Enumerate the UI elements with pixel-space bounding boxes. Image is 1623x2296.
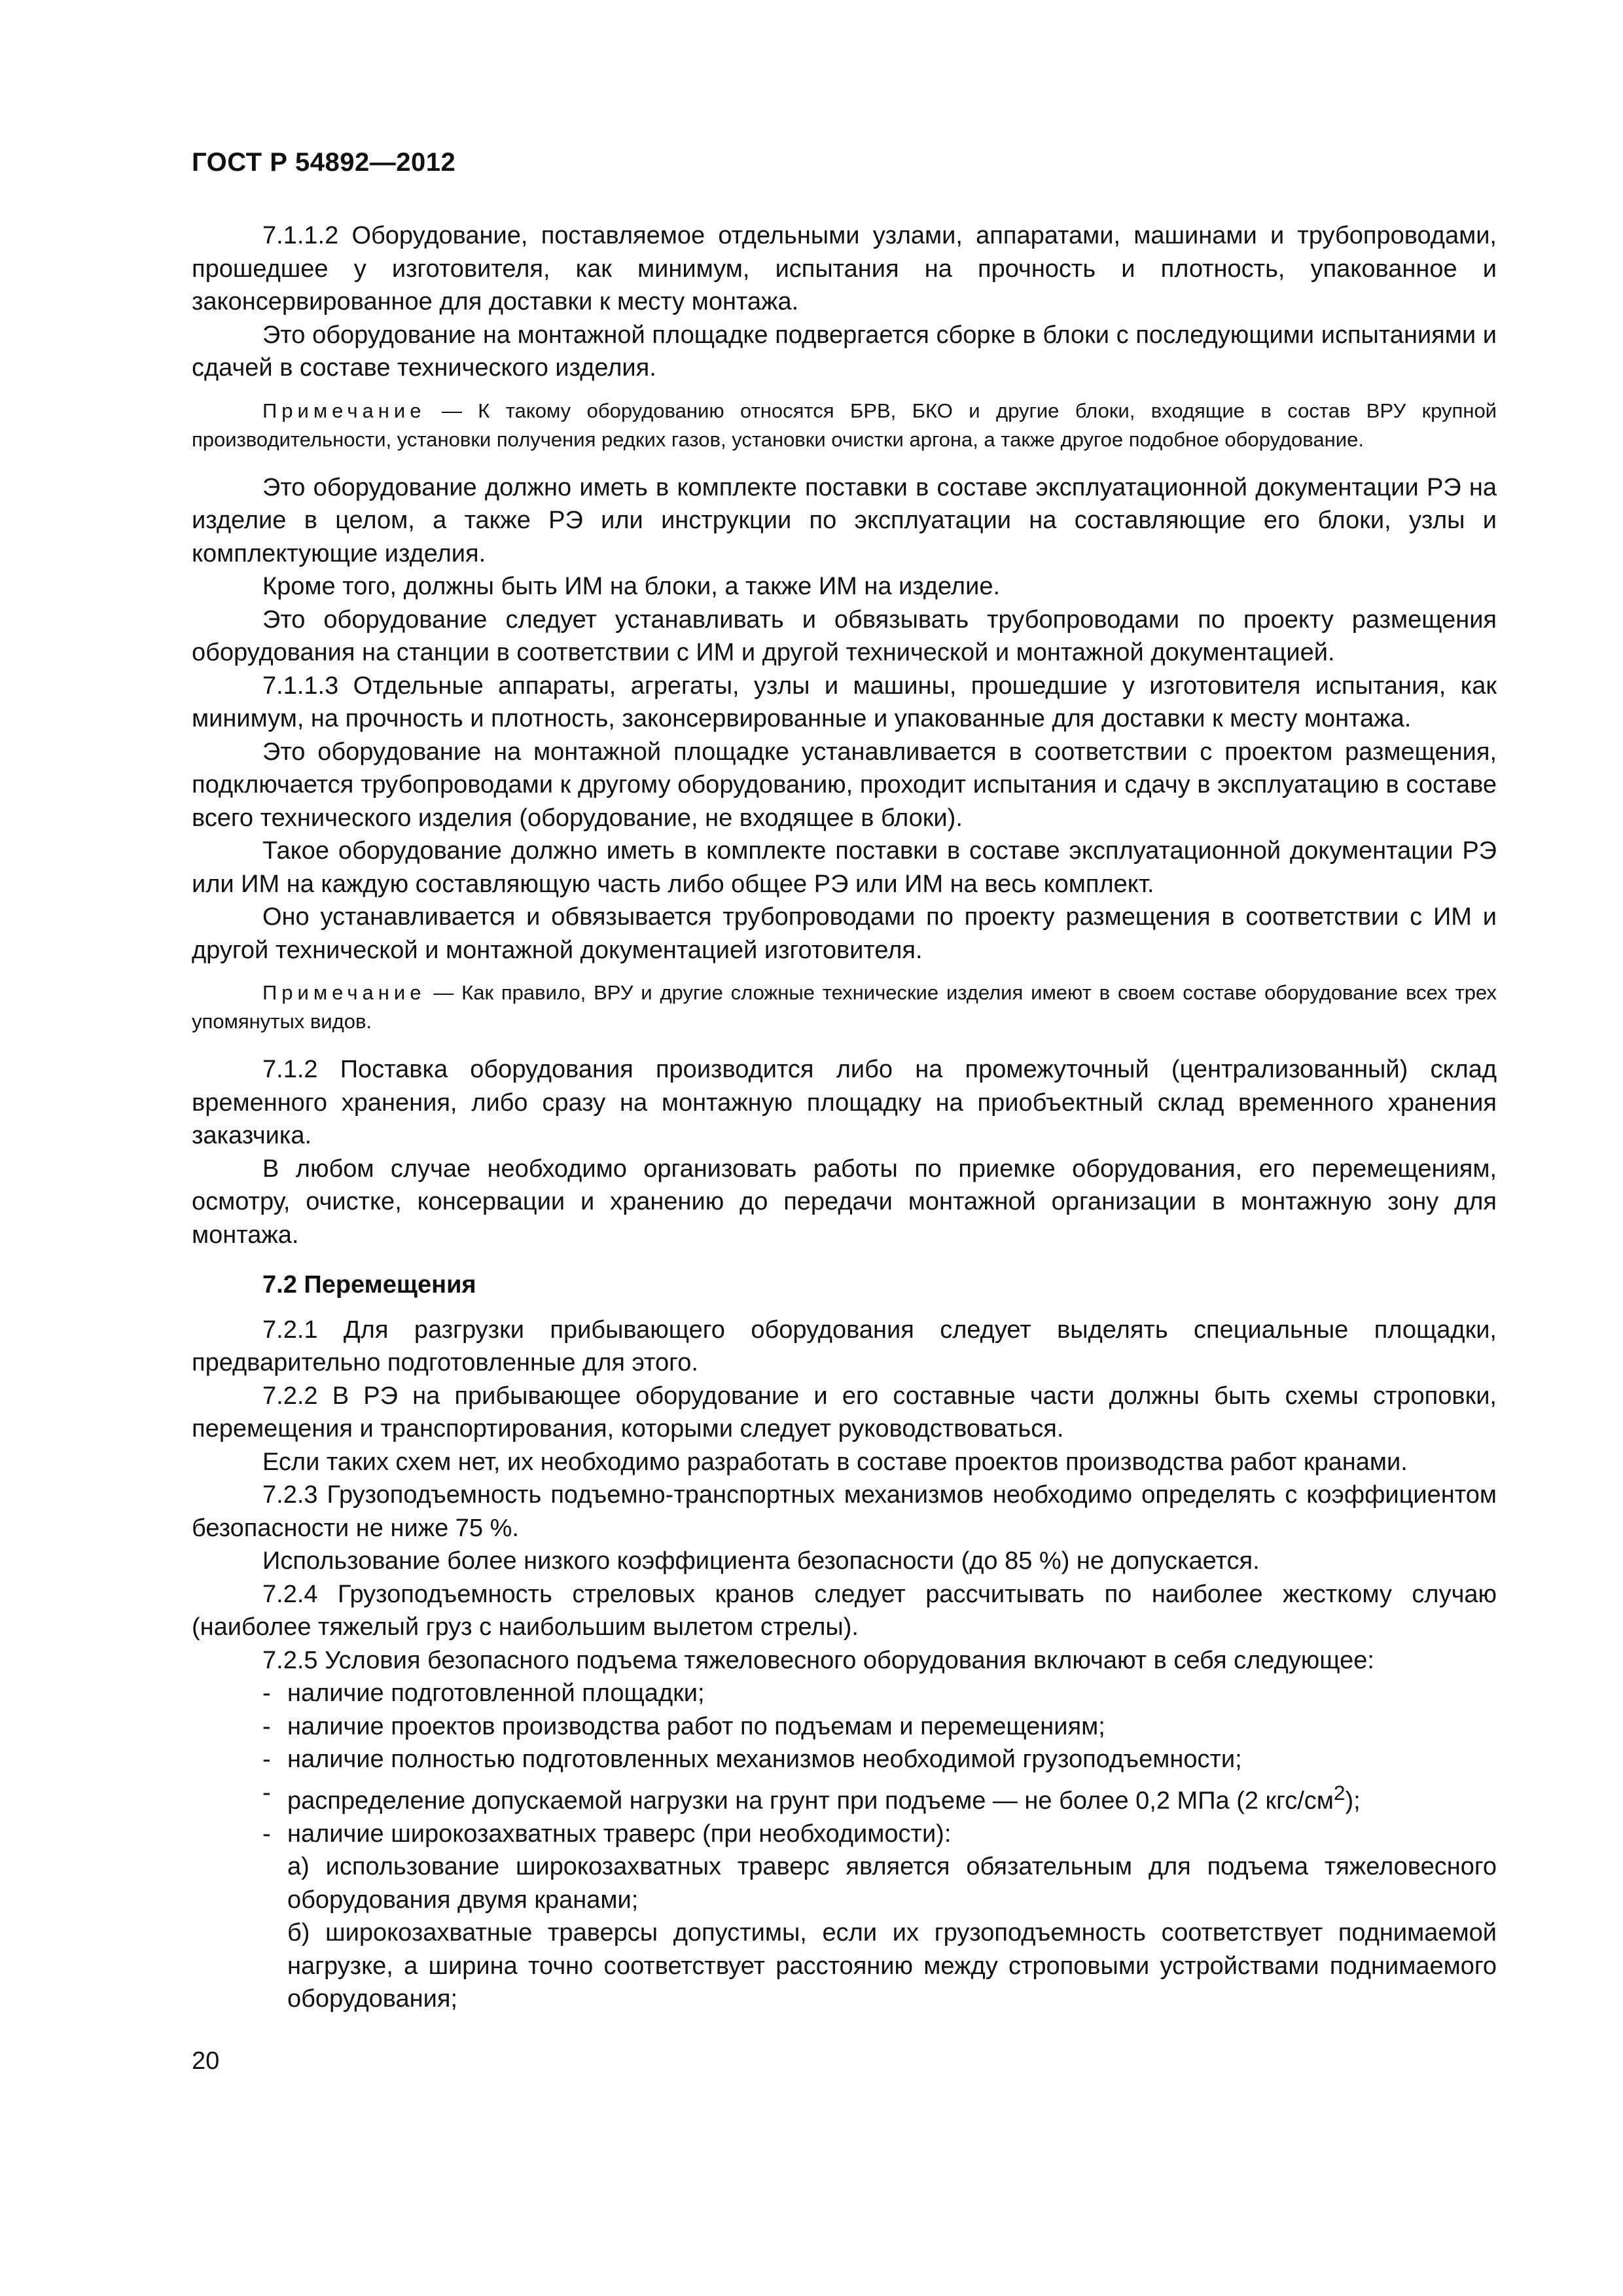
list-item: - наличие широкозахватных траверс (при необходимости): xyxy=(262,1818,1497,1851)
note-label: Примечание xyxy=(262,399,426,422)
paragraph: В любом случае необходимо организовать работы по приемке оборудования, его перемещениям, осмотру, очистке, консервации и хранению до передачи монтажной организации в монтажную зону для монтажа. xyxy=(192,1155,1497,1249)
paragraph: Если таких схем нет, их необходимо разработать в составе проектов производства работ кранами. xyxy=(262,1448,1408,1476)
section-title-7-2: 7.2 Перемещения xyxy=(262,1271,476,1299)
standard-header: ГОСТ Р 54892—2012 xyxy=(192,148,456,177)
paragraph: Это оборудование должно иметь в комплекте поставки в составе эксплуатационной документации РЭ на изделие в целом, а также РЭ или инструкции по эксплуатации на составляющие его блоки, узлы и комплектующие изделия. xyxy=(192,473,1497,567)
paragraph-7-1-1-2: 7.1.1.2 Оборудование, поставляемое отдельными узлами, аппаратами, машинами и трубопроводами, прошедшее у изготовителя, как минимум, испытания на прочность и плотность, упакованное и законсервированное для доставки к месту монтажа. xyxy=(192,222,1497,315)
paragraph-7-1-2: 7.1.2 Поставка оборудования производится либо на промежуточный (централизованный) склад временного хранения, либо сразу на монтажную площадку на приобъектный склад временного хранения заказчика. xyxy=(192,1056,1497,1149)
paragraph: Это оборудование на монтажной площадке подвергается сборке в блоки с последующими испытаниями и сдачей в составе технического изделия. xyxy=(192,321,1497,382)
note-text: — Как правило, ВРУ и другие сложные технические изделия имеют в своем составе оборудование всех трех упомянутых видов. xyxy=(192,981,1497,1033)
superscript: 2 xyxy=(1333,1780,1346,1804)
paragraph: Кроме того, должны быть ИМ на блоки, а также ИМ на изделие. xyxy=(262,573,1001,600)
list-item-text: распределение допускаемой нагрузки на грунт при подъеме — не более 0,2 МПа (2 кгс/см xyxy=(287,1787,1334,1815)
note-1 xyxy=(192,397,1497,454)
paragraph-7-2-4: 7.2.4 Грузоподъемность стреловых кранов следует рассчитывать по наиболее жесткому случаю (наиболее тяжелый груз с наибольшим вылетом стрелы). xyxy=(192,1580,1497,1641)
list-item: - наличие полностью подготовленных механизмов необходимой грузоподъемности; xyxy=(262,1743,1497,1776)
note-text: — К такому оборудованию относятся БРВ, БКО и другие блоки, входящие в состав ВРУ крупной производительности, установки получения редких газов, установки очистки аргона, а также другое подобное оборудование. xyxy=(192,399,1497,451)
document-body xyxy=(192,219,1497,2016)
paragraph: Оно устанавливается и обвязывается трубопроводами по проекту размещения в соответствии с ИМ и другой технической и монтажной документацией изготовителя. xyxy=(192,903,1497,964)
paragraph-7-2-1: 7.2.1 Для разгрузки прибывающего оборудования следует выделять специальные площадки, предварительно подготовленные для этого. xyxy=(192,1316,1497,1376)
paragraph-7-1-1-3: 7.1.1.3 Отдельные аппараты, агрегаты, узлы и машины, прошедшие у изготовителя испытания, как минимум, на прочность и плотность, законсервированные и упакованные для доставки к месту монтажа. xyxy=(192,672,1497,732)
list-item xyxy=(262,1776,1497,1818)
paragraph: Такое оборудование должно иметь в комплекте поставки в составе эксплуатационной документации РЭ или ИМ на каждую составляющую часть либо общее РЭ или ИМ на весь комплект. xyxy=(192,837,1497,898)
list-item: - наличие подготовленной площадки; xyxy=(262,1677,1497,1710)
list-item-text: ); xyxy=(1345,1787,1361,1815)
paragraph-7-2-2: 7.2.2 В РЭ на прибывающее оборудование и его составные части должны быть схемы строповки, перемещения и транспортирования, которыми следует руководствоваться. xyxy=(192,1382,1497,1443)
sub-item-a: а) использование широкозахватных траверс является обязательным для подъема тяжеловесного оборудования двумя кранами; xyxy=(287,1853,1497,1914)
paragraph: Использование более низкого коэффициента безопасности (до 85 %) не допускается. xyxy=(262,1547,1260,1575)
sub-item-b: б) широкозахватные траверсы допустимы, если их грузоподъемность соответствует поднимаемой нагрузке, а ширина точно соответствует расстоянию между строповыми устройствами поднимаемого оборудования; xyxy=(287,1919,1497,2013)
conditions-list xyxy=(192,1677,1497,1850)
paragraph: Это оборудование на монтажной площадке устанавливается в соответствии с проектом размещения, подключается трубопроводами к другому оборудованию, проходит испытания и сдачу в эксплуатацию в составе всего технического изделия (оборудование, не входящее в блоки). xyxy=(192,738,1497,832)
page-number: 20 xyxy=(192,2047,220,2075)
paragraph-7-2-3: 7.2.3 Грузоподъемность подъемно-транспортных механизмов необходимо определять с коэффициентом безопасности не ниже 75 %. xyxy=(192,1481,1497,1542)
list-item: - наличие проектов производства работ по подъемам и перемещениям; xyxy=(262,1710,1497,1744)
paragraph: Это оборудование следует устанавливать и обвязывать трубопроводами по проекту размещения оборудования на станции в соответствии с ИМ и другой технической и монтажной документацией. xyxy=(192,605,1497,666)
paragraph-7-2-5: 7.2.5 Условия безопасного подъема тяжеловесного оборудования включают в себя следующее: xyxy=(262,1646,1374,1674)
note-2 xyxy=(192,978,1497,1036)
note-label: Примечание xyxy=(262,981,426,1004)
